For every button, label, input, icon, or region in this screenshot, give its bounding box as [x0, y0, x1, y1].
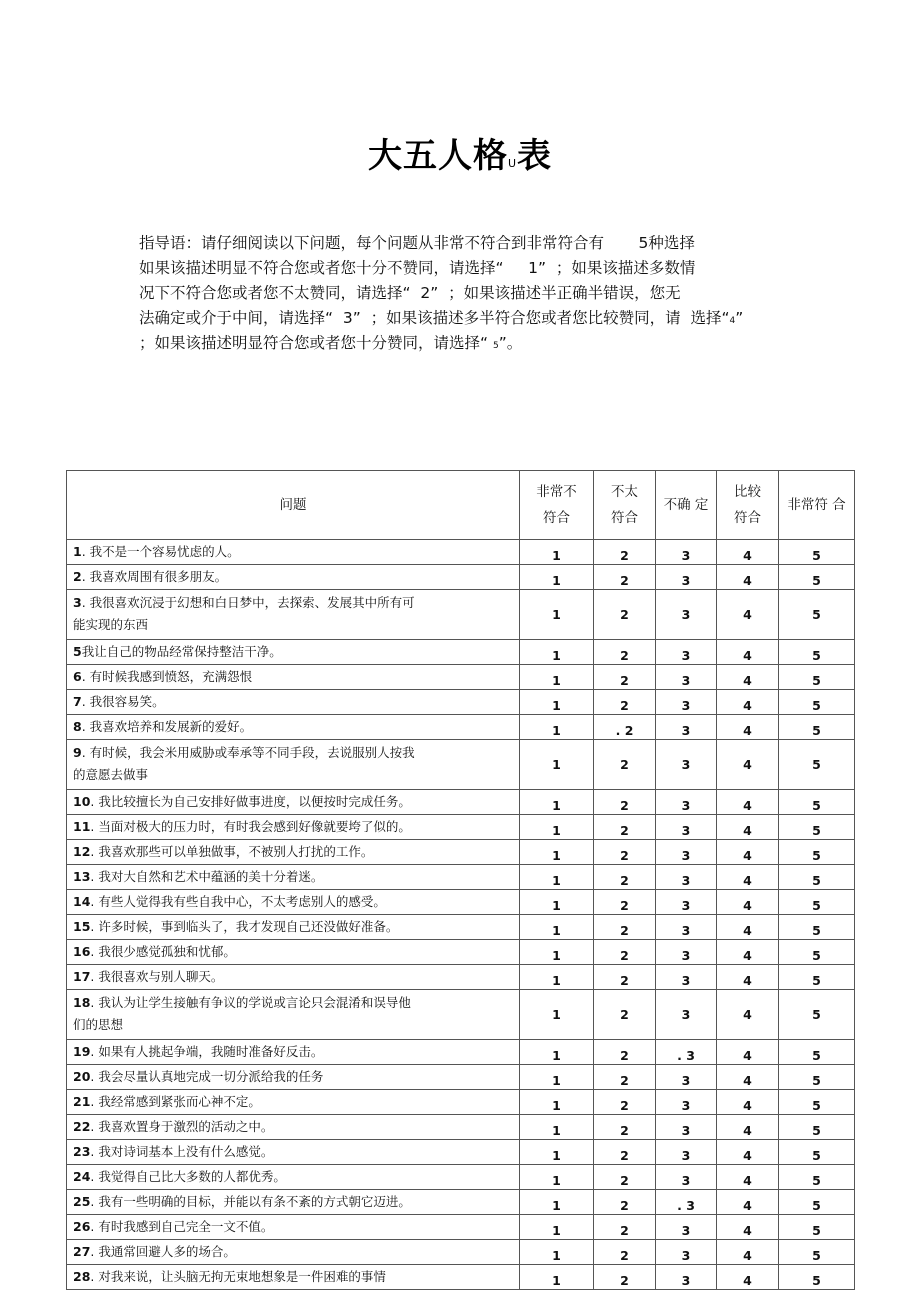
rating-option-4[interactable]: 4 [717, 540, 779, 565]
question-cell [67, 890, 520, 915]
rating-option-3[interactable]: 3 [656, 990, 717, 1040]
rating-option-5[interactable]: 5 [779, 840, 855, 865]
rating-option-2[interactable]: 2 [594, 690, 656, 715]
question-text: . 如果有人挑起争端，我随时准备好反击。 [90, 1044, 324, 1059]
rating-option-2[interactable]: 2 [594, 565, 656, 590]
rating-option-2[interactable]: 2 [594, 815, 656, 840]
table-row [67, 790, 855, 815]
question-cell [67, 1190, 520, 1215]
header-option-1-line-b: 符合 [543, 510, 570, 526]
table-row [67, 1165, 855, 1190]
rating-option-3[interactable]: 3 [656, 1115, 717, 1140]
question-cell [67, 915, 520, 940]
rating-option-4[interactable]: 4 [717, 990, 779, 1040]
rating-option-2[interactable]: 2 [594, 990, 656, 1040]
instruction-line-5-tail: ”。 [498, 334, 523, 352]
rating-option-3[interactable]: 3 [656, 1265, 717, 1290]
rating-option-3[interactable]: 3 [656, 540, 717, 565]
header-option-4-line-b: 符合 [734, 510, 761, 526]
question-number: 19 [73, 1044, 91, 1059]
question-number: 11 [73, 819, 91, 834]
rating-option-2[interactable]: 2 [594, 1090, 656, 1115]
rating-option-4[interactable]: 4 [717, 665, 779, 690]
question-number: 5 [73, 644, 82, 659]
instruction-line-5 [139, 331, 839, 359]
rating-option-4[interactable]: 4 [717, 565, 779, 590]
question-cell [67, 1165, 520, 1190]
question-number: 15 [73, 919, 91, 934]
table-header-row [67, 471, 855, 540]
rating-option-3[interactable]: 3 [656, 815, 717, 840]
question-text: . 有时候，我会米用威胁或奉承等不同手段，去说服别人按我 [81, 745, 415, 760]
question-text: . 我觉得自己比大多数的人都优秀。 [90, 1169, 286, 1184]
question-text-cont: 的意愿去做事 [73, 767, 149, 782]
rating-option-5[interactable]: 5 [779, 665, 855, 690]
rating-option-1[interactable]: 1 [520, 815, 594, 840]
question-number: 22 [73, 1119, 91, 1134]
question-text-cont: 能实现的东西 [73, 617, 149, 632]
question-text: . 我认为让学生接触有争议的学说或言论只会混淆和误导他 [90, 995, 411, 1010]
question-text: . 我很喜欢沉浸于幻想和白日梦中，去探索、发展其中所有可 [81, 595, 415, 610]
rating-option-2[interactable]: 2 [594, 590, 656, 640]
rating-option-1[interactable]: 1 [520, 690, 594, 715]
question-number: 3 [73, 595, 82, 610]
question-cell [67, 790, 520, 815]
rating-option-4[interactable]: 4 [717, 1090, 779, 1115]
question-cell [67, 1065, 520, 1090]
rating-option-3[interactable]: 3 [656, 715, 717, 740]
rating-option-4[interactable]: 4 [717, 740, 779, 790]
rating-option-2[interactable]: 2 [594, 1240, 656, 1265]
question-cell [67, 965, 520, 990]
rating-option-1[interactable]: 1 [520, 1215, 594, 1240]
rating-option-4[interactable]: 4 [717, 1165, 779, 1190]
rating-option-4[interactable]: 4 [717, 965, 779, 990]
table-row [67, 690, 855, 715]
rating-option-1[interactable]: 1 [520, 540, 594, 565]
table-row [67, 1265, 855, 1290]
question-text: . 我很喜欢与别人聊天。 [90, 969, 224, 984]
question-number: 25 [73, 1194, 91, 1209]
table-row [67, 840, 855, 865]
question-cell [67, 1215, 520, 1240]
rating-option-1[interactable]: 1 [520, 1115, 594, 1140]
question-text: . 我很容易笑。 [81, 694, 165, 709]
rating-option-3[interactable]: 3 [656, 565, 717, 590]
question-cell [67, 990, 520, 1040]
rating-option-4[interactable]: 4 [717, 1065, 779, 1090]
rating-option-5[interactable]: 5 [779, 590, 855, 640]
instruction-line-4-text: 法确定或介于中间，请选择“ 3” ；如果该描述多半符合您或者您比较赞同，请 选择“ [139, 309, 730, 327]
rating-option-4[interactable]: 4 [717, 1265, 779, 1290]
title-sub: U [507, 157, 518, 170]
question-text: . 我通常回避人多的场合。 [90, 1244, 236, 1259]
table-row [67, 940, 855, 965]
rating-option-1[interactable]: 1 [520, 1190, 594, 1215]
question-cell [67, 690, 520, 715]
question-cell [67, 715, 520, 740]
rating-option-3[interactable]: 3 [656, 840, 717, 865]
rating-option-1[interactable]: 1 [520, 1090, 594, 1115]
rating-option-1[interactable]: 1 [520, 940, 594, 965]
question-number: 12 [73, 844, 91, 859]
question-cell [67, 815, 520, 840]
rating-option-4[interactable]: 4 [717, 715, 779, 740]
question-number: 24 [73, 1169, 91, 1184]
rating-option-3[interactable]: 3 [656, 865, 717, 890]
rating-option-1[interactable]: 1 [520, 665, 594, 690]
question-text: . 有些人觉得我有些自我中心，不太考虑别人的感受。 [90, 894, 386, 909]
rating-option-2[interactable]: 2 [594, 640, 656, 665]
rating-option-2[interactable]: 2 [594, 1140, 656, 1165]
table-row [67, 1040, 855, 1065]
rating-option-2[interactable]: 2 [594, 1065, 656, 1090]
rating-option-4[interactable]: 4 [717, 690, 779, 715]
question-cell [67, 840, 520, 865]
rating-option-1[interactable]: 1 [520, 865, 594, 890]
rating-option-4[interactable]: 4 [717, 940, 779, 965]
table-row [67, 1190, 855, 1215]
rating-option-4[interactable]: 4 [717, 1040, 779, 1065]
question-text: . 我喜欢那些可以单独做事，不被别人打扰的工作。 [90, 844, 374, 859]
rating-option-1[interactable]: 1 [520, 715, 594, 740]
question-cell [67, 565, 520, 590]
rating-option-5[interactable]: 5 [779, 565, 855, 590]
header-option-4-line-a: 比较 [734, 484, 761, 500]
rating-option-5[interactable]: 5 [779, 1040, 855, 1065]
question-number: 1 [73, 544, 82, 559]
instruction-line-5-text: ；如果该描述明显符合您或者您十分赞同，请选择“ [139, 334, 493, 352]
rating-option-3[interactable]: 3 [656, 740, 717, 790]
rating-option-5[interactable]: 5 [779, 1140, 855, 1165]
rating-option-3[interactable]: 3 [656, 640, 717, 665]
question-text: . 我会尽量认真地完成一切分派给我的任务 [90, 1069, 324, 1084]
header-option-1-line-a: 非常不 [536, 484, 577, 500]
table-row [67, 1115, 855, 1140]
rating-option-5[interactable]: 5 [779, 890, 855, 915]
rating-option-1[interactable]: 1 [520, 1165, 594, 1190]
rating-option-1[interactable]: 1 [520, 640, 594, 665]
rating-option-3[interactable]: 3 [656, 790, 717, 815]
rating-option-5[interactable]: 5 [779, 1265, 855, 1290]
question-text: . 我对大自然和艺术中蕴涵的美十分着迷。 [90, 869, 324, 884]
table-row [67, 815, 855, 840]
question-number: 8 [73, 719, 82, 734]
header-option-2-line-a: 不太 [611, 484, 638, 500]
rating-option-4[interactable]: 4 [717, 1240, 779, 1265]
rating-option-4[interactable]: 4 [717, 890, 779, 915]
question-text: . 我对诗词基本上没有什么感觉。 [90, 1144, 274, 1159]
rating-option-2[interactable]: 2 [594, 915, 656, 940]
rating-option-3[interactable]: 3 [656, 1165, 717, 1190]
rating-option-4[interactable]: 4 [717, 815, 779, 840]
rating-option-5[interactable]: 5 [779, 940, 855, 965]
header-option-4 [717, 471, 779, 540]
rating-option-3[interactable]: . 3 [656, 1040, 717, 1065]
question-cell [67, 940, 520, 965]
question-number: 13 [73, 869, 91, 884]
rating-option-1[interactable]: 1 [520, 890, 594, 915]
rating-option-5[interactable]: 5 [779, 640, 855, 665]
rating-option-3[interactable]: 3 [656, 890, 717, 915]
question-number: 21 [73, 1094, 91, 1109]
question-cell [67, 640, 520, 665]
rating-option-3[interactable]: 3 [656, 1240, 717, 1265]
table-row [67, 565, 855, 590]
question-cell [67, 590, 520, 640]
page-title [0, 128, 920, 177]
rating-option-1[interactable]: 1 [520, 1240, 594, 1265]
rating-option-1[interactable]: 1 [520, 1140, 594, 1165]
rating-option-2[interactable]: 2 [594, 890, 656, 915]
question-number: 18 [73, 995, 91, 1010]
rating-option-1[interactable]: 1 [520, 590, 594, 640]
header-question: 问题 [67, 471, 520, 540]
header-option-5: 非常符 合 [779, 471, 855, 540]
question-cell [67, 1115, 520, 1140]
question-text: . 我很少感觉孤独和忧郁。 [90, 944, 236, 959]
rating-option-2[interactable]: 2 [594, 1165, 656, 1190]
table-row [67, 740, 855, 790]
rating-option-1[interactable]: 1 [520, 740, 594, 790]
question-number: 27 [73, 1244, 91, 1259]
rating-option-2[interactable]: 2 [594, 940, 656, 965]
rating-option-2[interactable]: 2 [594, 1040, 656, 1065]
rating-option-5[interactable]: 5 [779, 540, 855, 565]
rating-option-4[interactable]: 4 [717, 1115, 779, 1140]
rating-option-2[interactable]: 2 [594, 965, 656, 990]
rating-option-5[interactable]: 5 [779, 1065, 855, 1090]
rating-option-1[interactable]: 1 [520, 965, 594, 990]
rating-option-5[interactable]: 5 [779, 1115, 855, 1140]
rating-option-3[interactable]: 3 [656, 590, 717, 640]
table-row [67, 715, 855, 740]
rating-option-5[interactable]: 5 [779, 1165, 855, 1190]
question-number: 23 [73, 1144, 91, 1159]
header-option-2-line-b: 符合 [611, 510, 638, 526]
question-cell [67, 665, 520, 690]
question-text: . 我比较擅长为自己安排好做事进度，以便按时完成任务。 [90, 794, 411, 809]
instruction-line-4 [139, 306, 839, 334]
question-number: 28 [73, 1269, 91, 1284]
rating-option-5[interactable]: 5 [779, 965, 855, 990]
rating-option-3[interactable]: 3 [656, 1090, 717, 1115]
question-text-cont: 们的思想 [73, 1017, 124, 1032]
rating-option-3[interactable]: 3 [656, 1065, 717, 1090]
table-row [67, 990, 855, 1040]
question-number: 17 [73, 969, 91, 984]
rating-option-5[interactable]: 5 [779, 865, 855, 890]
rating-option-5[interactable]: 5 [779, 715, 855, 740]
question-number: 10 [73, 794, 91, 809]
question-number: 9 [73, 745, 82, 760]
rating-option-3[interactable]: 3 [656, 965, 717, 990]
table-row [67, 540, 855, 565]
question-cell [67, 740, 520, 790]
question-number: 20 [73, 1069, 91, 1084]
rating-option-4[interactable]: 4 [717, 840, 779, 865]
rating-option-5[interactable]: 5 [779, 1215, 855, 1240]
rating-option-1[interactable]: 1 [520, 1065, 594, 1090]
rating-option-2[interactable]: . 2 [594, 715, 656, 740]
rating-option-2[interactable]: 2 [594, 1215, 656, 1240]
question-rows [67, 540, 855, 1290]
question-text: . 当面对极大的压力时，有时我会感到好像就要垮了似的。 [90, 819, 411, 834]
rating-option-2[interactable]: 2 [594, 1190, 656, 1215]
question-cell [67, 1090, 520, 1115]
header-option-3: 不确 定 [656, 471, 717, 540]
rating-option-2[interactable]: 2 [594, 1265, 656, 1290]
question-cell [67, 1240, 520, 1265]
header-option-2 [594, 471, 656, 540]
rating-option-3[interactable]: 3 [656, 690, 717, 715]
rating-option-2[interactable]: 2 [594, 1115, 656, 1140]
header-option-1 [520, 471, 594, 540]
rating-option-5[interactable]: 5 [779, 790, 855, 815]
rating-option-2[interactable]: 2 [594, 665, 656, 690]
rating-option-5[interactable]: 5 [779, 1240, 855, 1265]
question-number: 16 [73, 944, 91, 959]
questionnaire-table [66, 470, 855, 1290]
rating-option-2[interactable]: 2 [594, 790, 656, 815]
question-text: . 我喜欢置身于激烈的活动之中。 [90, 1119, 274, 1134]
rating-option-4[interactable]: 4 [717, 790, 779, 815]
question-text: 我让自己的物品经常保持整洁干净。 [81, 644, 282, 659]
rating-option-4[interactable]: 4 [717, 1140, 779, 1165]
rating-option-1[interactable]: 1 [520, 990, 594, 1040]
instruction-line-3: 况下不符合您或者您不太赞同，请选择“ 2” ；如果该描述半正确半错误，您无 [139, 284, 681, 302]
question-text: . 有时我感到自己完全一文不值。 [90, 1219, 274, 1234]
rating-option-3[interactable]: 3 [656, 940, 717, 965]
question-text: . 对我来说，让头脑无拘无束地想象是一件困难的事情 [90, 1269, 386, 1284]
rating-option-2[interactable]: 2 [594, 865, 656, 890]
title-main-a: 大五人格 [367, 136, 508, 176]
rating-option-5[interactable]: 5 [779, 1090, 855, 1115]
rating-option-4[interactable]: 4 [717, 590, 779, 640]
table-row [67, 1090, 855, 1115]
rating-option-4[interactable]: 4 [717, 640, 779, 665]
rating-option-1[interactable]: 1 [520, 790, 594, 815]
question-cell [67, 1040, 520, 1065]
question-text: . 我有一些明确的目标，并能以有条不紊的方式朝它迈进。 [90, 1194, 411, 1209]
table-row [67, 665, 855, 690]
question-cell [67, 1140, 520, 1165]
rating-option-4[interactable]: 4 [717, 865, 779, 890]
instruction-line-4-tail: ” [735, 309, 744, 327]
table-row [67, 1065, 855, 1090]
rating-option-3[interactable]: 3 [656, 665, 717, 690]
rating-option-1[interactable]: 1 [520, 840, 594, 865]
rating-option-1[interactable]: 1 [520, 915, 594, 940]
rating-option-3[interactable]: . 3 [656, 1190, 717, 1215]
instruction-line-4-small: 4 [729, 316, 736, 326]
table-row [67, 890, 855, 915]
question-cell [67, 1265, 520, 1290]
question-number: 2 [73, 569, 82, 584]
rating-option-2[interactable]: 2 [594, 840, 656, 865]
rating-option-5[interactable]: 5 [779, 915, 855, 940]
rating-option-2[interactable]: 2 [594, 540, 656, 565]
rating-option-3[interactable]: 3 [656, 1215, 717, 1240]
rating-option-1[interactable]: 1 [520, 1040, 594, 1065]
rating-option-1[interactable]: 1 [520, 1265, 594, 1290]
question-cell [67, 865, 520, 890]
rating-option-1[interactable]: 1 [520, 565, 594, 590]
instruction-line-5-small: 5 [492, 341, 499, 351]
question-text: . 我喜欢培养和发展新的爱好。 [81, 719, 253, 734]
table-row [67, 1215, 855, 1240]
rating-option-4[interactable]: 4 [717, 1215, 779, 1240]
rating-option-5[interactable]: 5 [779, 990, 855, 1040]
question-number: 7 [73, 694, 82, 709]
question-text: . 我喜欢周围有很多朋友。 [81, 569, 228, 584]
table-row [67, 1240, 855, 1265]
instruction-line-2: 如果该描述明显不符合您或者您十分不赞同，请选择“ 1” ；如果该描述多数情 [139, 259, 696, 277]
rating-option-5[interactable]: 5 [779, 1190, 855, 1215]
rating-option-2[interactable]: 2 [594, 740, 656, 790]
table-row [67, 965, 855, 990]
question-text: . 我经常感到紧张而心神不定。 [90, 1094, 261, 1109]
question-text: . 我不是一个容易忧虑的人。 [81, 544, 240, 559]
question-number: 6 [73, 669, 82, 684]
instruction-line-1: 指导语：请仔细阅读以下问题，每个问题从非常不符合到非常符合有 5种选择 [139, 234, 695, 252]
table-row [67, 865, 855, 890]
rating-option-5[interactable]: 5 [779, 740, 855, 790]
question-cell [67, 540, 520, 565]
table-row [67, 640, 855, 665]
question-text: . 有时候我感到愤怒，充满怨恨 [81, 669, 253, 684]
question-number: 14 [73, 894, 91, 909]
question-number: 26 [73, 1219, 91, 1234]
title-main-b: 表 [517, 136, 553, 176]
table-row [67, 1140, 855, 1165]
rating-option-3[interactable]: 3 [656, 915, 717, 940]
rating-option-5[interactable]: 5 [779, 690, 855, 715]
table-row [67, 590, 855, 640]
rating-option-4[interactable]: 4 [717, 1190, 779, 1215]
table-row [67, 915, 855, 940]
rating-option-5[interactable]: 5 [779, 815, 855, 840]
question-text: . 许多时候，事到临头了，我才发现自己还没做好准备。 [90, 919, 399, 934]
rating-option-3[interactable]: 3 [656, 1140, 717, 1165]
rating-option-4[interactable]: 4 [717, 915, 779, 940]
